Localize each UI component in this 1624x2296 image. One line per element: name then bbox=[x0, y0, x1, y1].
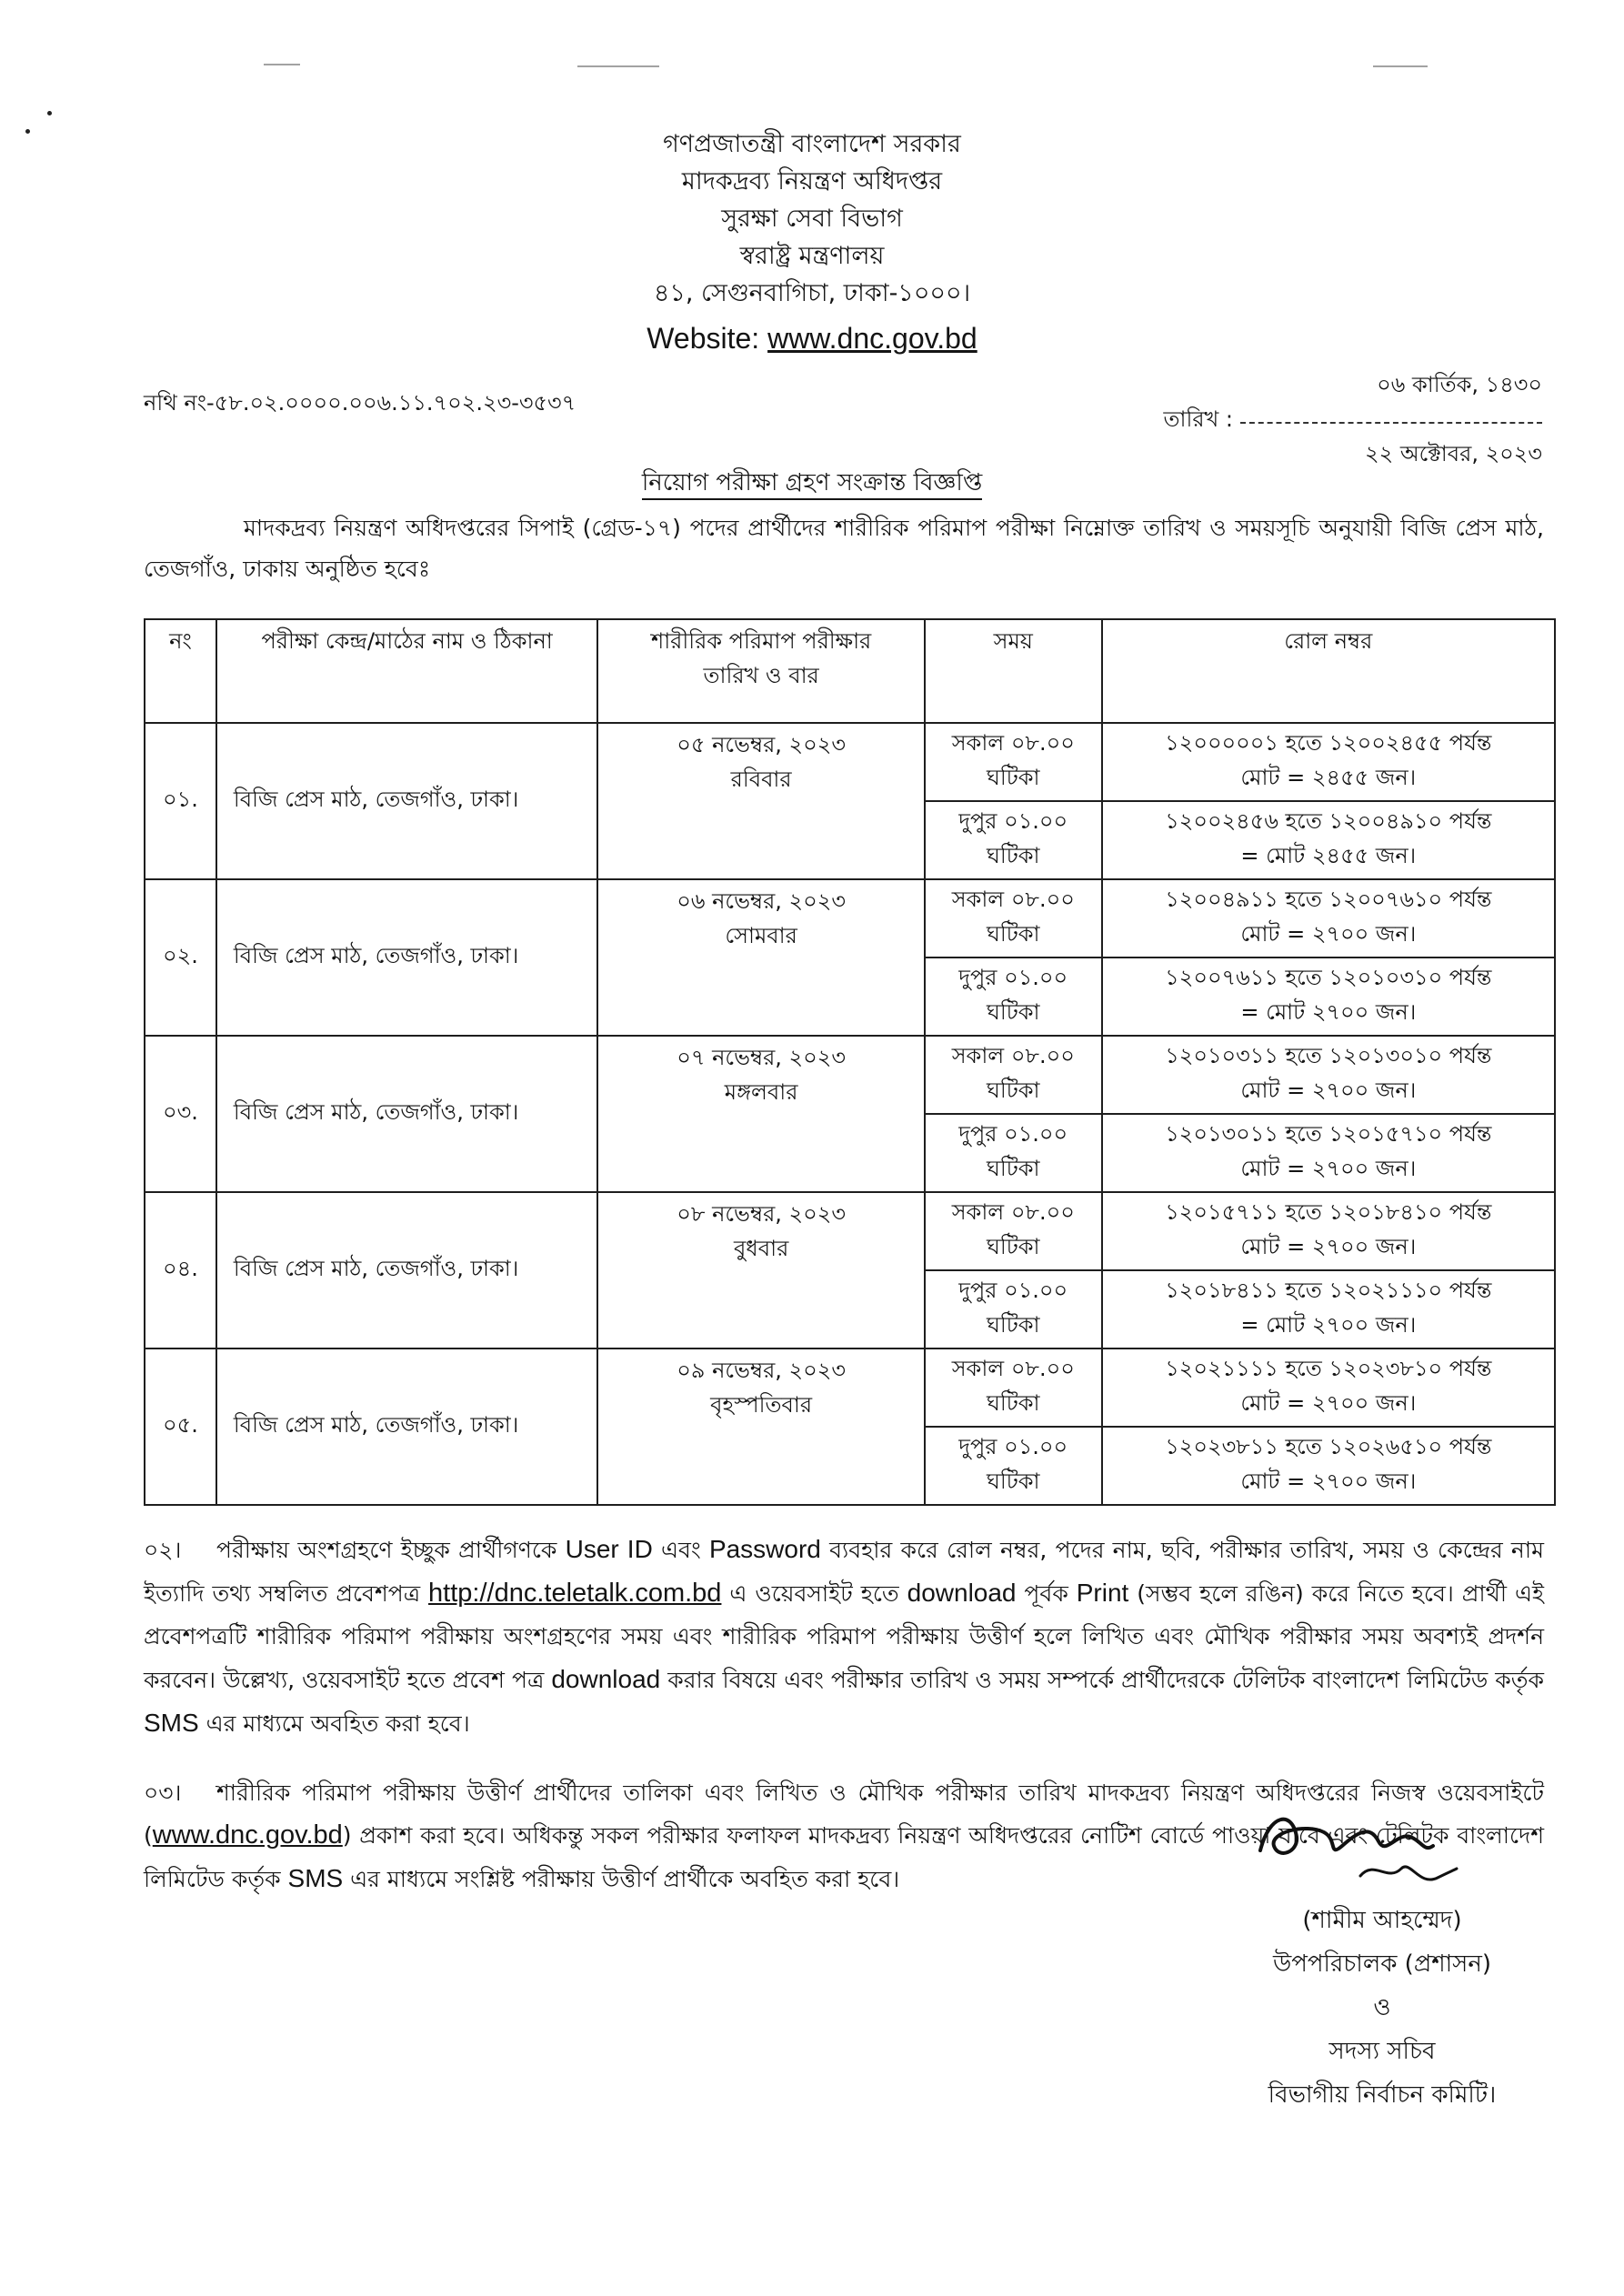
para-text: শারীরিক পরিমাপ পরীক্ষায় উত্তীর্ণ প্রার্থীদের তালিকা এবং লিখিত ও মৌখিক পরীক্ষার তারিখ মাদকদ্রব্য নিয়ন্ত্রণ অধিদপ্তরের নিজস্ব ওয়েবসাইটে ( bbox=[144, 1780, 1544, 1849]
roll-total: মোট = ২৭০০ জন। bbox=[1240, 921, 1417, 947]
website-link[interactable]: www.dnc.gov.bd bbox=[767, 322, 977, 355]
row-date bbox=[597, 723, 925, 879]
memo-number: নথি নং-৫৮.০২.০০০০.০০৬.১১.৭০২.২৩-৩৫৩৭ bbox=[144, 390, 576, 416]
roll-range: ১২০২৩৮১১ হতে ১২০২৬৫১০ পর্যন্ত bbox=[1165, 1434, 1492, 1459]
row-venue: বিজি প্রেস মাঠ, তেজগাঁও, ঢাকা। bbox=[216, 1192, 597, 1349]
time-text: সকাল ০৮.০০ bbox=[951, 730, 1075, 756]
paragraph-number: ০৩। bbox=[144, 1780, 182, 1806]
signatory-role: সদস্য সচিব bbox=[1328, 2038, 1436, 2065]
para-text: এবং bbox=[652, 1537, 709, 1563]
row-venue: বিজি প্রেস মাঠ, তেজগাঁও, ঢাকা। bbox=[216, 879, 597, 1036]
roll-range: ১২০০২৪৫৬ হতে ১২০০৪৯১০ পর্যন্ত bbox=[1165, 808, 1492, 834]
roll-range: ১২০১০৩১১ হতে ১২০১৩০১০ পর্যন্ত bbox=[1165, 1043, 1492, 1068]
row-serial: ০৩. bbox=[145, 1036, 216, 1192]
office-header bbox=[0, 125, 1624, 359]
table-header-row bbox=[145, 619, 1555, 723]
roll-range: ১২০১৩০১১ হতে ১২০১৫৭১০ পর্যন্ত bbox=[1165, 1121, 1492, 1147]
time-text: দুপুর ০১.০০ bbox=[958, 1278, 1068, 1303]
row-roll-morning bbox=[1102, 879, 1555, 958]
row-date bbox=[597, 1036, 925, 1192]
row-venue: বিজি প্রেস মাঠ, তেজগাঁও, ঢাকা। bbox=[216, 1349, 597, 1505]
date-block bbox=[1160, 368, 1542, 470]
signatory-name: (শামীম আহম্মেদ) bbox=[1302, 1907, 1462, 1934]
paragraph-number: ০২। bbox=[144, 1537, 182, 1563]
para-text: এ ওয়েবসাইট হতে bbox=[721, 1580, 907, 1607]
roll-range: ১২০১৫৭১১ হতে ১২০১৮৪১০ পর্যন্ত bbox=[1165, 1199, 1492, 1225]
instruction-paragraph-2 bbox=[144, 1528, 1544, 1745]
col-header-no: নং bbox=[145, 619, 216, 723]
row-roll-morning bbox=[1102, 1349, 1555, 1427]
row-serial: ০১. bbox=[145, 723, 216, 879]
roll-range: ১২০০৭৬১১ হতে ১২০১০৩১০ পর্যন্ত bbox=[1165, 965, 1492, 990]
roll-total: মোট = ২৭০০ জন। bbox=[1240, 1234, 1417, 1259]
signatory-committee: বিভাগীয় নির্বাচন কমিটি। bbox=[1268, 2081, 1497, 2109]
roll-range: ১২০০০০০১ হতে ১২০০২৪৫৫ পর্যন্ত bbox=[1165, 730, 1492, 756]
col-header-roll: রোল নম্বর bbox=[1102, 619, 1555, 723]
para-text: (সম্ভব হলে রঙিন) করে নিতে হবে। প্রার্থী এই প্রবেশপত্রটি শারীরিক পরিমাপ পরীক্ষায় অংশগ্রহণের সময় এবং শারীরিক পরিমাপ পরীক্ষায় উত্তীর্ণ হলে লিখিত এবং মৌখিক পরীক্ষার সময় অবশ্যই প্রদর্শন করবেন। উল্লেখ্য, ওয়েবসাইট হতে প্রবেশ পত্র bbox=[144, 1580, 1544, 1693]
row-time-morning bbox=[925, 1192, 1102, 1270]
scan-artifact bbox=[1373, 65, 1428, 67]
time-unit: ঘটিকা bbox=[987, 921, 1040, 947]
roll-total: মোট = ২৭০০ জন। bbox=[1240, 1078, 1417, 1103]
row-date-text: ০৬ নভেম্বর, ২০২৩ bbox=[677, 888, 846, 914]
row-venue: বিজি প্রেস মাঠ, তেজগাঁও, ঢাকা। bbox=[216, 723, 597, 879]
row-roll-morning bbox=[1102, 1036, 1555, 1114]
row-serial: ০৪. bbox=[145, 1192, 216, 1349]
table-row bbox=[145, 1349, 1555, 1427]
date-english: ২২ অক্টোবর, ২০২৩ bbox=[1365, 441, 1542, 466]
para-text: এর মাধ্যমে সংশ্লিষ্ট পরীক্ষায় উত্তীর্ণ প্রার্থীকে অবহিত করা হবে। bbox=[343, 1866, 900, 1892]
table-row bbox=[145, 1036, 1555, 1114]
scan-artifact bbox=[577, 65, 659, 67]
admit-card-link[interactable]: http://dnc.teletalk.com.bd bbox=[428, 1579, 722, 1608]
roll-total: মোট = ২৭০০ জন। bbox=[1240, 1469, 1417, 1494]
date-dashed-line bbox=[1240, 420, 1542, 424]
header-government: গণপ্রজাতন্ত্রী বাংলাদেশ সরকার bbox=[663, 130, 961, 158]
password-term: Password bbox=[708, 1535, 821, 1563]
user-id-term: User ID bbox=[565, 1535, 653, 1563]
sms-term: SMS bbox=[144, 1709, 199, 1737]
row-time-afternoon bbox=[925, 801, 1102, 879]
row-day-text: রবিবার bbox=[730, 767, 792, 792]
website-link[interactable]: www.dnc.gov.bd bbox=[152, 1820, 343, 1850]
time-unit: ঘটিকা bbox=[987, 1390, 1040, 1416]
row-roll-morning bbox=[1102, 1192, 1555, 1270]
row-serial: ০৫. bbox=[145, 1349, 216, 1505]
roll-total: = মোট ২৭০০ জন। bbox=[1240, 1312, 1417, 1338]
row-roll-afternoon bbox=[1102, 1270, 1555, 1349]
roll-total: মোট = ২৪৫৫ জন। bbox=[1240, 765, 1417, 790]
exam-schedule-table bbox=[144, 618, 1556, 1506]
header-division: সুরক্ষা সেবা বিভাগ bbox=[721, 205, 903, 233]
para-text: করার বিষয়ে এবং পরীক্ষার তারিখ ও সময় সম্পর্কে প্রার্থীদেরকে টেলিটক বাংলাদেশ লিমিটেড কর্তৃক bbox=[660, 1667, 1545, 1693]
header-website bbox=[0, 317, 1624, 359]
roll-range: ১২০২১১১১ হতে ১২০২৩৮১০ পর্যন্ত bbox=[1165, 1356, 1492, 1381]
header-department: মাদকদ্রব্য নিয়ন্ত্রণ অধিদপ্তর bbox=[681, 167, 943, 196]
time-unit: ঘটিকা bbox=[987, 1312, 1040, 1338]
scan-artifact bbox=[264, 64, 300, 65]
para-text: ) প্রকাশ করা হবে। অধিকন্তু সকল পরীক্ষার ফলাফল মাদকদ্রব্য নিয়ন্ত্রণ অধিদপ্তরের নোটিশ বোর্ডে পাওয়া যাবে এবং টেলিটক বাংলাদেশ লিমিটেড কর্তৃক bbox=[144, 1822, 1544, 1892]
time-unit: ঘটিকা bbox=[987, 765, 1040, 790]
time-text: দুপুর ০১.০০ bbox=[958, 1434, 1068, 1459]
date-label-row bbox=[1160, 401, 1542, 437]
time-text: সকাল ০৮.০০ bbox=[951, 1356, 1075, 1381]
row-date-text: ০৯ নভেম্বর, ২০২৩ bbox=[677, 1358, 846, 1383]
para-text: পূর্বক bbox=[1016, 1580, 1077, 1607]
time-text: সকাল ০৮.০০ bbox=[951, 887, 1075, 912]
row-time-afternoon bbox=[925, 1270, 1102, 1349]
date-label: তারিখ : bbox=[1163, 406, 1233, 432]
col-header-time: সময় bbox=[925, 619, 1102, 723]
row-time-afternoon bbox=[925, 1427, 1102, 1505]
table-row bbox=[145, 879, 1555, 958]
row-time-morning bbox=[925, 723, 1102, 801]
row-venue: বিজি প্রেস মাঠ, তেজগাঁও, ঢাকা। bbox=[216, 1036, 597, 1192]
signatory-conjunction: ও bbox=[1373, 1994, 1391, 2021]
roll-total: মোট = ২৭০০ জন। bbox=[1240, 1156, 1417, 1181]
col-header-place: পরীক্ষা কেন্দ্র/মাঠের নাম ও ঠিকানা bbox=[216, 619, 597, 723]
row-day-text: মঙ্গলবার bbox=[724, 1079, 798, 1105]
time-unit: ঘটিকা bbox=[987, 1469, 1040, 1494]
roll-total: মোট = ২৭০০ জন। bbox=[1240, 1390, 1417, 1416]
subject-text: নিয়োগ পরীক্ষা গ্রহণ সংক্রান্ত বিজ্ঞপ্তি bbox=[642, 469, 982, 500]
roll-range: ১২০০৪৯১১ হতে ১২০০৭৬১০ পর্যন্ত bbox=[1165, 887, 1492, 912]
time-text: সকাল ০৮.০০ bbox=[951, 1199, 1075, 1225]
signature-stroke bbox=[1260, 1820, 1433, 1853]
time-text: দুপুর ০১.০০ bbox=[958, 1121, 1068, 1147]
time-text: সকাল ০৮.০০ bbox=[951, 1043, 1075, 1068]
sms-term: SMS bbox=[287, 1864, 344, 1892]
handwritten-signature bbox=[1242, 1796, 1460, 1905]
para-text: এর মাধ্যমে অবহিত করা হবে। bbox=[198, 1710, 470, 1737]
row-date bbox=[597, 1349, 925, 1505]
time-unit: ঘটিকা bbox=[987, 999, 1040, 1025]
row-roll-afternoon bbox=[1102, 1114, 1555, 1192]
row-time-morning bbox=[925, 1349, 1102, 1427]
download-term: download bbox=[551, 1665, 661, 1693]
row-day-text: বুধবার bbox=[733, 1236, 789, 1261]
signatory-designation: উপপরিচালক (প্রশাসন) bbox=[1272, 1950, 1491, 1978]
signature-date-stroke bbox=[1360, 1867, 1457, 1880]
time-unit: ঘটিকা bbox=[987, 1234, 1040, 1259]
row-time-afternoon bbox=[925, 958, 1102, 1036]
time-text: দুপুর ০১.০০ bbox=[958, 965, 1068, 990]
row-time-afternoon bbox=[925, 1114, 1102, 1192]
row-serial: ০২. bbox=[145, 879, 216, 1036]
signatory-block bbox=[1218, 1899, 1546, 2117]
row-day-text: বৃহস্পতিবার bbox=[710, 1392, 813, 1418]
date-bangla: ০৬ কার্তিক, ১৪৩০ bbox=[1377, 372, 1542, 397]
row-time-morning bbox=[925, 879, 1102, 958]
scan-speck bbox=[47, 111, 52, 115]
row-roll-afternoon bbox=[1102, 1427, 1555, 1505]
time-unit: ঘটিকা bbox=[987, 843, 1040, 868]
intro-paragraph: মাদকদ্রব্য নিয়ন্ত্রণ অধিদপ্তরের সিপাই (গ্রেড-১৭) পদের প্রার্থীদের শারীরিক পরিমাপ পরীক্ষা নিম্নোক্ত তারিখ ও সময়সূচি অনুযায়ী বিজি প্রেস মাঠ, তেজগাঁও, ঢাকায় অনুষ্ঠিত হবেঃ bbox=[144, 515, 1544, 582]
table-row bbox=[145, 723, 1555, 801]
time-unit: ঘটিকা bbox=[987, 1078, 1040, 1103]
print-term: Print bbox=[1076, 1579, 1129, 1607]
download-term: download bbox=[907, 1579, 1017, 1607]
header-ministry: স্বরাষ্ট্র মন্ত্রণালয় bbox=[739, 242, 885, 270]
col-header-date-line2: তারিখ ও বার bbox=[703, 663, 819, 688]
row-roll-afternoon bbox=[1102, 958, 1555, 1036]
row-date bbox=[597, 1192, 925, 1349]
row-day-text: সোমবার bbox=[725, 923, 797, 948]
roll-total: = মোট ২৪৫৫ জন। bbox=[1240, 843, 1417, 868]
header-address: ৪১, সেগুনবাগিচা, ঢাকা-১০০০। bbox=[653, 279, 971, 307]
time-text: দুপুর ০১.০০ bbox=[958, 808, 1068, 834]
row-roll-morning bbox=[1102, 723, 1555, 801]
row-date-text: ০৫ নভেম্বর, ২০২৩ bbox=[677, 732, 846, 757]
col-header-date bbox=[597, 619, 925, 723]
table-row bbox=[145, 1192, 1555, 1270]
row-date bbox=[597, 879, 925, 1036]
row-date-text: ০৮ নভেম্বর, ২০২৩ bbox=[677, 1201, 846, 1227]
para-text: পরীক্ষায় অংশগ্রহণে ইচ্ছুক প্রার্থীগণকে bbox=[216, 1537, 566, 1563]
notice-subject bbox=[0, 464, 1624, 504]
website-label: Website: bbox=[647, 322, 768, 355]
row-time-morning bbox=[925, 1036, 1102, 1114]
row-roll-afternoon bbox=[1102, 801, 1555, 879]
para-text: ব্যবহার করে রোল নম্বর, পদের নাম, ছবি, পরীক্ষার তারিখ, সময় ও কেন্দ্রের নাম ইত্যাদি তথ্য সম্বলিত প্রবেশপত্র bbox=[144, 1537, 1544, 1607]
time-unit: ঘটিকা bbox=[987, 1156, 1040, 1181]
roll-total: = মোট ২৭০০ জন। bbox=[1240, 999, 1417, 1025]
roll-range: ১২০১৮৪১১ হতে ১২০২১১১০ পর্যন্ত bbox=[1165, 1278, 1492, 1303]
col-header-date-line1: শারীরিক পরিমাপ পরীক্ষার bbox=[651, 628, 872, 654]
row-date-text: ০৭ নভেম্বর, ২০২৩ bbox=[677, 1045, 846, 1070]
